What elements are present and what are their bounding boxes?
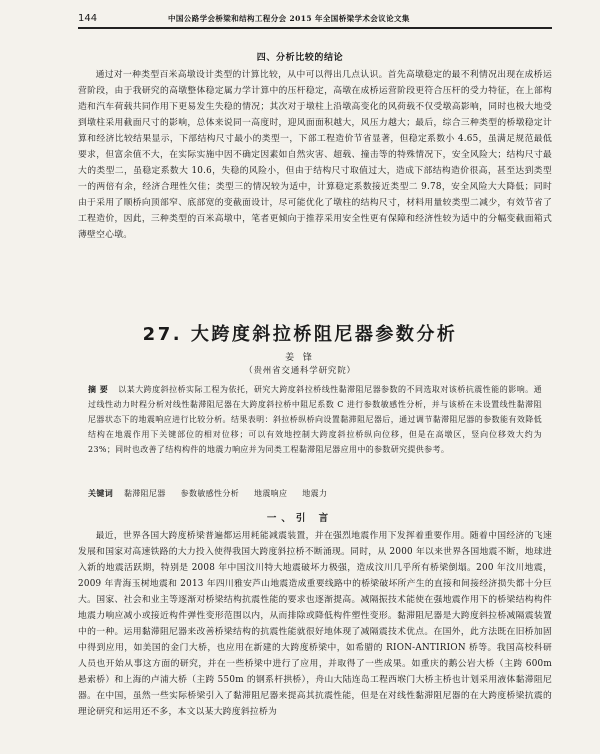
conclusion-paragraph: 通过对一种类型百米高墩设计类型的计算比较，从中可以得出几点认识。首先高墩稳定的最不利情况出现在成桥运营阶段，由于我研究的高墩整体稳定属力学计算中的压杆稳定，高墩在成桥运营阶段更符合压杆的受力特征，在上部构造和汽车荷载共同作用下更易发生失稳的情况；其次对于墩柱上沿墩高变化的风荷载不仅受墩高影响，同时也极大地受到墩柱采用截面尺寸的影响，总体来说同一高度时，迎风面面积越大，风压力越大；最后，综合三种类型的桥墩稳定计算和经济比较结果显示，下部结构尺寸最小的类型一，下部工程造价节省显著，但稳定系数小 4.65，虽满足规范最低要求，但富余值不大，在实际实施中因不确定因素如自然灾害、超载、撞击等的特殊情况下，安全风险大；结构尺寸最大的类型二，虽稳定系数大 10.6，失稳的风险小，但由于结构尺寸取值过大，造成下部结构造价很高，甚至达到类型一的两倍有余，经济合理性欠佳；类型三的情况较为适中，计算稳定系数接近类型二 9.78，安全风险大大降低；同时由于采用了顺桥向顶部窄、底部宽的变截面设计，尽可能优化了墩柱的结构尺寸，材料用量较类型二减少，有效节省了工程造价，因此，三种类型的百米高墩中，笔者更倾向于推荐采用安全性更有保障和经济性较为适中的分幅变截面箱式薄壁空心墩。 <box>78 70 552 240</box>
abstract-label: 摘 要 <box>88 385 109 394</box>
running-head <box>78 12 552 26</box>
keywords <box>88 486 542 501</box>
keyword: 地震响应 <box>253 489 288 498</box>
keyword: 黏滞阻尼器 <box>123 489 166 498</box>
intro-heading: 一、引 言 <box>266 513 334 524</box>
article-title: 27. 大跨度斜拉桥阻尼器参数分析 <box>142 324 458 345</box>
abstract-text: 以某大跨度斜拉桥实际工程为依托，研究大跨度斜拉桥线性黏滞阻尼器参数的不同选取对该桥抗震性能的影响。通过线性动力时程分析对线性黏滞阻尼器在大跨度斜拉桥中阻尼系数 C 进行参数敏感性分析，并与该桥在未设置线性黏滞阻尼器状态下的地震响应进行比较分析。结果表明：斜拉桥纵桥向设置黏滞阻尼器后，通过调节黏滞阻尼器的参数能有效降低结构在地震作用下关键部位的相对位移；可以有效地控制大跨度斜拉桥纵向位移，但是在高墩区，竖向位移效大约为 23%；同时也改善了结构构件的地震力响应并为同类工程黏滞阻尼器应用中的参数研究提供参考。 <box>88 385 542 454</box>
abstract <box>88 382 542 486</box>
page-number: 144 <box>78 13 98 24</box>
keyword: 参数敏感性分析 <box>180 489 240 498</box>
header-rule <box>78 27 552 29</box>
keyword: 地震力 <box>302 489 328 498</box>
section-title: 四、分析比较的结论 <box>256 53 344 63</box>
affiliation: （贵州省交通科学研究院） <box>244 366 356 376</box>
keywords-label: 关键词 <box>88 489 114 498</box>
intro-paragraph: 最近，世界各国大跨度桥梁普遍都运用耗能减震装置，并在强烈地震作用下发挥着重要作用。随着中国经济的飞速发展和国家对高速铁路的大力投入使得我国大跨度斜拉桥不断涌现。同时，从 2000 年以来世界各国地震不断，地球进入新的地震活跃期，特别是 2008 年中国汶川特大地震破坏力极强，造成汶川几乎所有桥梁倒塌。200 年汶川地震，2009 年青海玉树地震和 2013 年四川雅安芦山地震造成重要线路中的桥梁破坏所产生的直接和间接经济损失都十分巨大。国家、社会和业主等逐渐对桥梁结构抗震性能的要求也逐渐提高。减隔振技术能使在强地震作用下的桥梁结构构件地震力响应减小或接近构件弹性变形范围以内，从而排除或降低构件塑性变形。黏滞阻尼器是大跨度斜拉桥减隔震装置中的一种。运用黏滞阻尼器来改善桥梁结构的抗震性能就很好地体现了减隔震技术优点。在国外，此方法既在旧桥加固中得到应用，如美国的金门大桥，也应用在新建的大跨度桥梁中，如希腊的 RION-ANTIRION 桥等。我国高校科研人员也开始从事这方面的研究，并在一些桥梁中进行了应用，并取得了一些成果。如重庆的鹅公岩大桥（主跨 600m 悬索桥）和上海的卢浦大桥（主跨 550m 的钢系杆拱桥），舟山大陆连岛工程西堠门大桥主桥也计划采用液体黏滞阻尼器。在中国，虽然一些实际桥梁引入了黏滞阻尼器来提高其抗震性能，但是在对线性黏滞阻尼器的在大跨度桥梁抗震的理论研究和运用还不多，本文以某大跨度斜拉桥为 <box>78 531 552 717</box>
author: 姜 锋 <box>285 353 315 363</box>
journal-title: 中国公路学会桥梁和结构工程分会 2015 年全国桥梁学术会议论文集 <box>168 14 410 23</box>
